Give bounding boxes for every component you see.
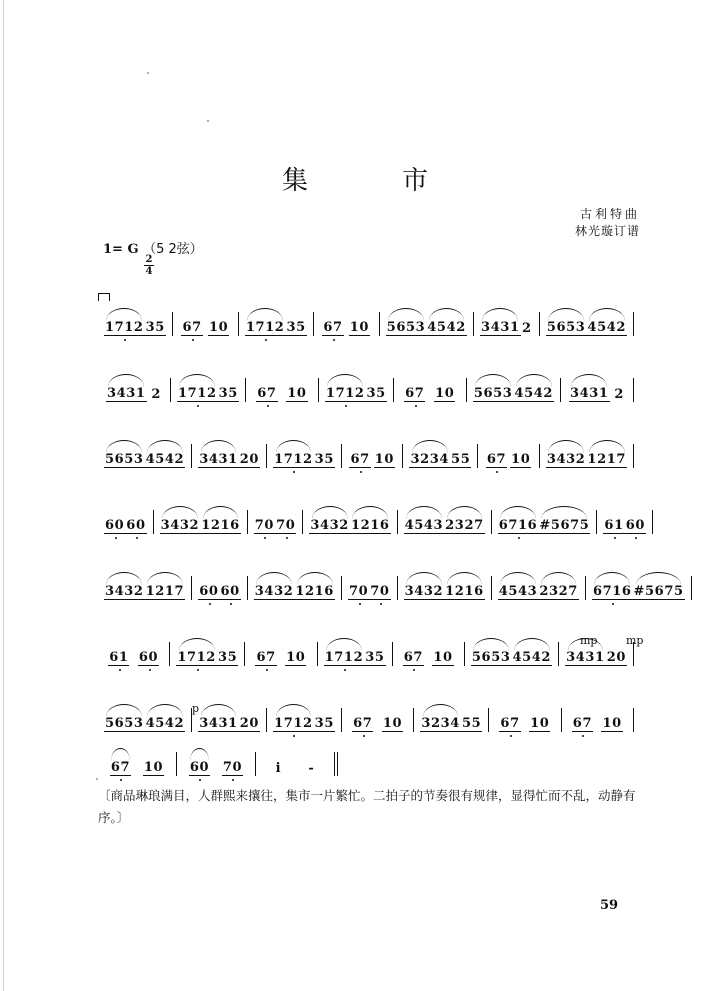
- slur-mark: [406, 572, 442, 585]
- note-group: 67: [255, 650, 276, 666]
- key-label: 1= G: [103, 242, 139, 257]
- low-octave-dot: [230, 603, 232, 605]
- slur-mark: [297, 572, 333, 585]
- note-group: 10: [208, 320, 229, 335]
- note-group: 60: [138, 650, 159, 666]
- note-group: 1712: [104, 320, 145, 336]
- measure: [171, 378, 246, 402]
- low-octave-dot: [232, 779, 234, 781]
- low-octave-dot: [199, 779, 201, 781]
- slur-mark: [636, 572, 682, 585]
- slur-mark: [106, 704, 142, 717]
- note-group: #5675: [538, 518, 590, 534]
- low-octave-dot: [267, 405, 269, 407]
- low-octave-dot: [266, 669, 268, 671]
- note-group: 61: [603, 518, 624, 534]
- measure: [597, 510, 653, 534]
- measure: [173, 312, 239, 336]
- note-group: 55: [451, 452, 471, 467]
- measure: [303, 510, 397, 534]
- measure: [342, 576, 398, 600]
- slur-mark: [108, 374, 144, 387]
- slur-mark: [548, 440, 584, 453]
- note-group: 6716: [592, 584, 633, 600]
- measure: [393, 642, 465, 666]
- low-octave-dot: [635, 537, 637, 539]
- measure: [98, 312, 173, 336]
- slur-mark: [203, 506, 239, 519]
- low-octave-dot: [209, 603, 211, 605]
- slur-mark: [516, 374, 552, 387]
- measure: [245, 642, 317, 666]
- measure: [394, 378, 467, 402]
- low-octave-dot: [614, 537, 616, 539]
- note-group: 1712: [245, 320, 286, 336]
- score-line: [98, 444, 634, 468]
- measure: [98, 378, 171, 402]
- score-row: [98, 544, 684, 600]
- note-group: 67: [404, 386, 425, 402]
- slur-mark: [326, 638, 362, 651]
- note-group: 3432: [104, 584, 145, 600]
- note-group: 70: [254, 518, 275, 534]
- slur-mark: [106, 440, 142, 453]
- note-group: 10: [382, 716, 403, 731]
- note-group: 10: [433, 650, 453, 665]
- slur-mark: [147, 572, 183, 585]
- note-group: 10: [602, 716, 622, 731]
- slur-mark: [482, 308, 518, 321]
- measure: [256, 752, 338, 776]
- note-group: 4542: [145, 452, 186, 468]
- note-group: 1712: [177, 386, 218, 402]
- note-group: 67: [486, 452, 507, 468]
- measure: [465, 642, 559, 666]
- measure: [586, 576, 692, 600]
- low-octave-dot: [413, 669, 415, 671]
- slur-mark: [500, 572, 536, 585]
- note-group: 1712: [324, 650, 365, 666]
- note-group: 3431: [480, 320, 521, 336]
- note-group: 10: [286, 650, 306, 665]
- dynamic-p: p: [192, 702, 200, 715]
- score-row: [98, 346, 634, 402]
- page-edge-rule: [3, 0, 4, 991]
- note-group: 3431: [198, 716, 239, 732]
- string-tuning: （5 2弦）: [143, 242, 203, 257]
- measure: [170, 642, 245, 666]
- low-octave-dot: [345, 405, 347, 407]
- note-group: 70: [222, 760, 243, 776]
- slur-mark: [429, 308, 465, 321]
- note-group: 4542: [145, 716, 186, 732]
- low-octave-dot: [360, 471, 362, 473]
- slur-mark: [475, 374, 511, 387]
- note-group: 4543: [404, 518, 445, 534]
- low-octave-dot: [359, 603, 361, 605]
- note-group: 35: [314, 716, 334, 731]
- note-group: 35: [217, 650, 238, 665]
- note-group: 1712: [273, 452, 314, 468]
- slur-mark: [201, 704, 237, 717]
- measure: [561, 378, 634, 402]
- note-group: 67: [181, 320, 202, 336]
- measure: [342, 444, 403, 468]
- note-group: 3432: [160, 518, 201, 534]
- note-group: 6716: [498, 518, 539, 534]
- page-title: 集 市: [281, 166, 462, 196]
- note-group: 5653: [104, 716, 145, 732]
- measure: [154, 510, 248, 534]
- slur-mark: [423, 704, 459, 717]
- note-group: 60: [625, 518, 646, 534]
- measure: [380, 312, 474, 336]
- score-line: [98, 642, 634, 666]
- measure: [492, 576, 586, 600]
- time-signature: [144, 254, 154, 277]
- slur-mark: [147, 704, 183, 717]
- slur-mark: [406, 506, 442, 519]
- note-group: 35: [366, 386, 386, 401]
- note-group: 35: [314, 452, 334, 467]
- note-group: 3431: [106, 386, 147, 402]
- measure: [192, 444, 267, 468]
- score-row: [98, 412, 634, 468]
- low-octave-dot: [612, 603, 614, 605]
- note-group: 2327: [538, 584, 579, 600]
- low-octave-dot: [344, 669, 346, 671]
- measure: [478, 444, 539, 468]
- low-octave-dot: [149, 669, 151, 671]
- measure: [398, 576, 492, 600]
- page-number: 59: [600, 898, 619, 913]
- note-group: 70: [275, 518, 296, 534]
- meter-bottom: 4: [145, 266, 153, 277]
- score-line: [98, 510, 646, 534]
- note-group: 60: [104, 518, 125, 534]
- low-octave-dot: [518, 537, 520, 539]
- score-row: [98, 610, 634, 666]
- score-line: [98, 752, 338, 776]
- arranger-credit: 林光璇订谱: [574, 224, 640, 238]
- note-group: 55: [461, 716, 482, 731]
- slur-mark: [179, 638, 215, 651]
- slur-mark: [179, 374, 215, 387]
- low-octave-dot: [197, 405, 199, 407]
- slur-mark: [447, 506, 483, 519]
- slur-mark: [247, 308, 283, 321]
- note-group: 70: [348, 584, 369, 600]
- note-group: 1712: [325, 386, 366, 402]
- low-octave-dot: [197, 669, 199, 671]
- note-group: 67: [403, 650, 424, 666]
- note-group: 35: [365, 650, 385, 665]
- low-octave-dot: [124, 339, 126, 341]
- low-octave-dot: [115, 537, 117, 539]
- note-group: 67: [349, 452, 370, 468]
- note-group: 70: [369, 584, 390, 600]
- score-line: [98, 312, 634, 336]
- low-octave-dot: [380, 603, 382, 605]
- note-group: 20: [239, 452, 260, 467]
- note-group: #5675: [633, 584, 685, 600]
- measure: [474, 312, 540, 336]
- measure: [239, 312, 314, 336]
- note-group: 61: [108, 650, 129, 666]
- slur-mark: [312, 506, 348, 519]
- note-group: 10: [287, 386, 307, 401]
- note-group: 3432: [404, 584, 445, 600]
- slur-mark: [147, 440, 183, 453]
- low-octave-dot: [496, 471, 498, 473]
- low-octave-dot: [293, 471, 295, 473]
- note-group: 1216: [200, 518, 241, 534]
- measure: [98, 444, 192, 468]
- low-octave-dot: [120, 779, 122, 781]
- low-octave-dot: [286, 537, 288, 539]
- slur-mark: [352, 506, 388, 519]
- low-octave-dot: [119, 669, 121, 671]
- meter-top: 2: [145, 254, 153, 265]
- note-group: 60: [219, 584, 240, 600]
- measure: [403, 444, 478, 468]
- note-group: 10: [435, 386, 455, 401]
- note-group: 3431: [565, 650, 606, 666]
- note-group: 2: [151, 387, 162, 402]
- slur-mark: [473, 638, 509, 651]
- slur-mark: [388, 308, 424, 321]
- score-row: [98, 478, 646, 534]
- measure: [467, 378, 561, 402]
- composer-credit: 古利特曲: [579, 207, 640, 221]
- note-group: 3432: [309, 518, 350, 534]
- note-group: 2327: [444, 518, 485, 534]
- note-group: 10: [349, 320, 370, 335]
- slur-mark: [514, 638, 550, 651]
- note-group: 60: [189, 760, 210, 776]
- note-group: 35: [218, 386, 238, 401]
- measure: [540, 444, 634, 468]
- measure: [98, 642, 170, 666]
- slur-mark: [447, 572, 483, 585]
- slur-mark: [500, 506, 536, 519]
- measure: [248, 510, 304, 534]
- measure: [192, 576, 248, 600]
- slur-mark: [327, 374, 363, 387]
- score-line: [98, 576, 684, 600]
- note-group: 4542: [426, 320, 467, 336]
- note-group: 5653: [546, 320, 587, 336]
- scan-speck: [96, 778, 98, 780]
- low-octave-dot: [415, 405, 417, 407]
- measure: [318, 642, 393, 666]
- note-group: 4542: [513, 386, 554, 402]
- scan-speck: [147, 72, 149, 74]
- measure: [492, 510, 598, 534]
- note-group: 5653: [471, 650, 512, 666]
- dynamic-mp: mp: [626, 634, 644, 647]
- note-group: 3431: [198, 452, 239, 468]
- slur-mark: [589, 440, 625, 453]
- note-group: 2: [521, 321, 532, 336]
- note-group: 1216: [350, 518, 391, 534]
- slur-mark: [190, 748, 209, 761]
- score-line: [98, 378, 634, 402]
- note-group: 3234: [409, 452, 450, 468]
- note-group: 5653: [386, 320, 427, 336]
- slur-mark: [594, 572, 630, 585]
- note-group: 3432: [254, 584, 295, 600]
- note-group: 3431: [569, 386, 610, 402]
- note-group: 5653: [473, 386, 514, 402]
- measure: [398, 510, 492, 534]
- description: 〔商品琳琅满目，人群熙来攘往，集市一片繁忙。二拍子的节奏很有规律，显得忙而不乱，动静有序。〕: [98, 788, 636, 825]
- note-group: 10: [530, 716, 550, 731]
- measure: [98, 510, 154, 534]
- note-group: 1712: [176, 650, 217, 666]
- measure: [267, 444, 342, 468]
- slur-mark: [412, 440, 448, 453]
- note-group: 67: [322, 320, 343, 336]
- measure: [540, 312, 634, 336]
- note-group: 1216: [444, 584, 485, 600]
- slur-mark: [548, 308, 584, 321]
- score-row: [98, 720, 634, 776]
- note-group: 67: [499, 716, 520, 732]
- slur-mark: [541, 572, 577, 585]
- slur-mark: [106, 308, 142, 321]
- note-group: 60: [125, 518, 146, 534]
- note-group: i: [275, 761, 282, 776]
- note-group: 1217: [145, 584, 186, 600]
- measure: [314, 312, 380, 336]
- note-group: 67: [352, 716, 373, 732]
- note-group: 10: [374, 452, 394, 467]
- low-octave-dot: [136, 537, 138, 539]
- measure: [177, 752, 256, 776]
- credits: [520, 206, 640, 240]
- slur-mark: [276, 440, 312, 453]
- low-octave-dot: [333, 339, 335, 341]
- slur-mark: [541, 506, 587, 519]
- note-group: 20: [239, 716, 260, 731]
- note-group: -: [308, 761, 315, 776]
- score-row: [98, 280, 634, 336]
- note-group: 67: [572, 716, 593, 732]
- note-group: 4542: [512, 650, 553, 666]
- slur-mark: [201, 440, 237, 453]
- note-group: 4543: [498, 584, 539, 600]
- slur-mark: [111, 748, 130, 761]
- note-group: 35: [145, 320, 165, 335]
- slur-mark: [571, 374, 607, 387]
- note-group: 3432: [546, 452, 587, 468]
- slur-mark: [589, 308, 625, 321]
- note-group: 2: [614, 387, 625, 402]
- note-group: 10: [511, 452, 531, 467]
- note-group: 60: [198, 584, 219, 600]
- note-group: 3234: [420, 716, 461, 732]
- dynamic-mp: mp: [580, 634, 598, 647]
- note-group: 1712: [273, 716, 314, 732]
- low-octave-dot: [265, 339, 267, 341]
- note-group: 35: [286, 320, 306, 335]
- measure: [98, 752, 177, 776]
- note-group: 10: [143, 760, 164, 775]
- note-group: 67: [256, 386, 277, 402]
- measure: [319, 378, 394, 402]
- slur-mark: [106, 572, 142, 585]
- low-octave-dot: [192, 339, 194, 341]
- measure: [98, 576, 192, 600]
- measure: [246, 378, 319, 402]
- slur-mark: [256, 572, 292, 585]
- slur-mark: [276, 704, 312, 717]
- note-group: 20: [606, 650, 626, 665]
- scan-speck: [207, 120, 209, 122]
- measure: [248, 576, 342, 600]
- note-group: 67: [110, 760, 131, 776]
- note-group: 1217: [586, 452, 627, 468]
- note-group: 1216: [294, 584, 335, 600]
- note-group: 4542: [586, 320, 627, 336]
- low-octave-dot: [264, 537, 266, 539]
- note-group: 5653: [104, 452, 145, 468]
- slur-mark: [162, 506, 198, 519]
